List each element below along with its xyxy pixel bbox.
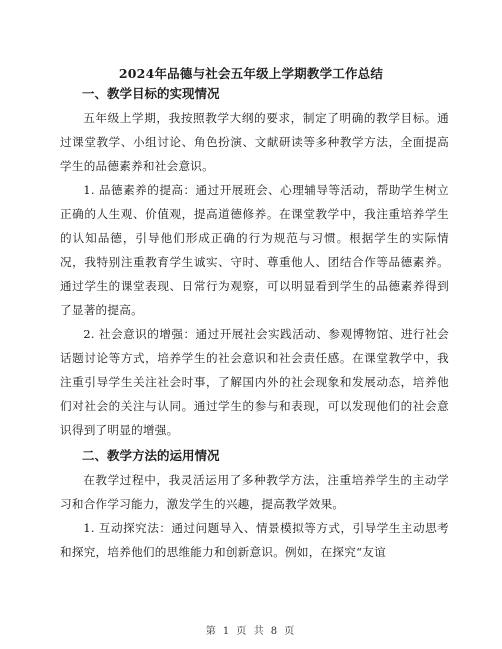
paragraph: 1. 互动探究法：通过问题导入、情景模拟等方式，引导学生主动思考和探究，培养他们的思维能力和创新意识。例如，在探究“友谊: [60, 521, 449, 559]
paragraph: 在教学过程中，我灵活运用了多种教学方法，注重培养学生的主动学习和合作学习能力，激发学生的兴趣，提高教学效果。: [60, 473, 449, 511]
section-heading-2: 二、教学方法的运用情况: [82, 448, 220, 463]
document-title: 2024年品德与社会五年级上学期教学工作总结: [118, 66, 384, 81]
page-number-footer: 第 1 页 共 8 页: [205, 626, 297, 637]
paragraph: 五年级上学期，我按照教学大纲的要求，制定了明确的教学目标。通过课堂教学、小组讨论、角色扮演、文献研读等多种教学方法，全面提高学生的品德素养和社会意识。: [60, 111, 449, 173]
paragraph: 1. 品德素养的提高：通过开展班会、心理辅导等活动，帮助学生树立正确的人生观、价值观，提高道德修养。在课堂教学中，我注重培养学生的认知品德，引导他们形成正确的行为规范与习惯。根据学生的实际情况，我特别注重教育学生诚实、守时、尊重他人、团结合作等品德素养。通过学生的课堂表现、日常行为观察，可以明显看到学生的品德素养得到了显著的提高。: [60, 183, 449, 317]
document-body: [60, 84, 449, 564]
paragraph: 2. 社会意识的增强：通过开展社会实践活动、参观博物馆、进行社会话题讨论等方式，培养学生的社会意识和社会责任感。在课堂教学中，我注重引导学生关注社会时事，了解国内外的社会现象和发展动态，培养他们对社会的关注与认同。通过学生的参与和表现，可以发现他们的社会意识得到了明显的增强。: [60, 327, 449, 437]
section-heading-1: 一、教学目标的实现情况: [82, 86, 220, 101]
